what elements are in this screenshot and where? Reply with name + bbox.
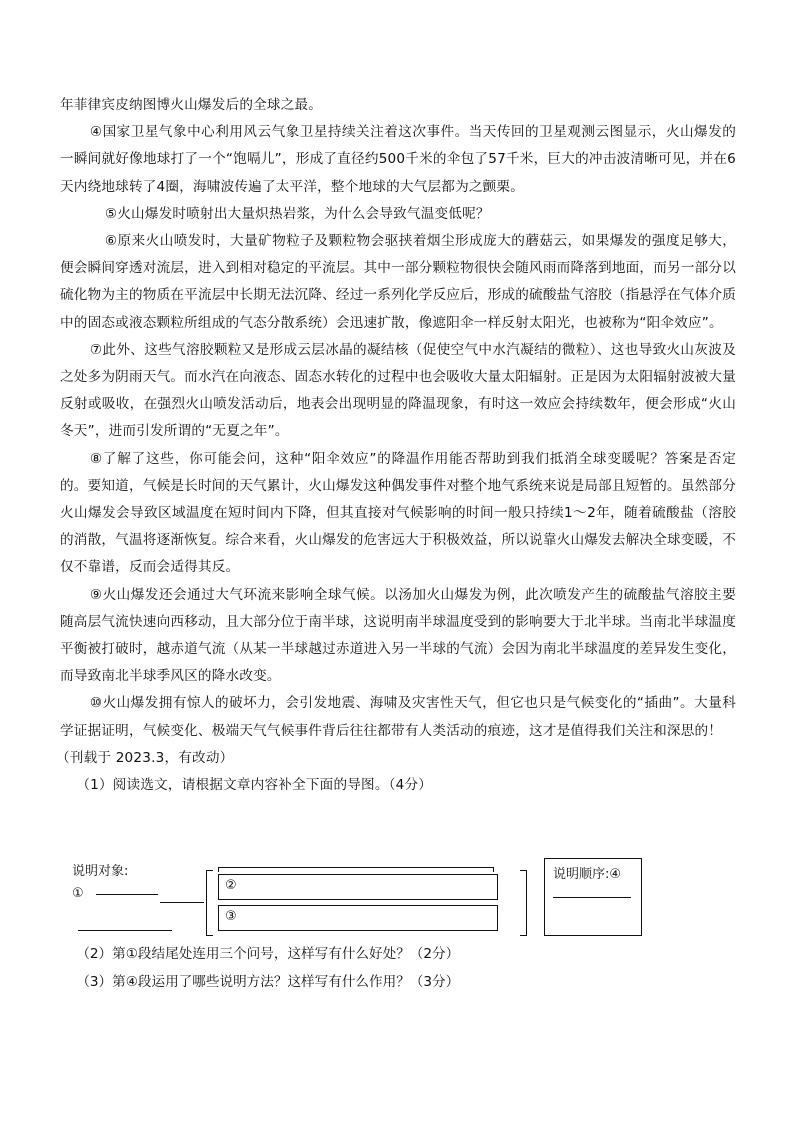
paragraph-intro-tail: 年菲律宾皮纳图博火山爆发后的全球之最。 (60, 97, 323, 113)
question-3: （3）第④段运用了哪些说明方法？这样写有什么作用？（3分） (76, 974, 460, 990)
box-top-edge (218, 867, 494, 872)
slot-1-marker: ① (72, 886, 84, 901)
mind-map-diagram (66, 858, 646, 938)
paragraph-7: ⑦此外、这些气溶胶颗粒又是形成云层冰晶的凝结核（促使空气中水汽凝结的微粒）、这也导致火山灰波及之处多为阴雨天气。而水汽在向液态、固态水转化的过程中也会吸收大量太阳辐射。正是因为太阳辐射波被大量反射或吸收，在强烈火山喷发活动后，地表会出现明显的降温现象，有时这一效应会持续数年，便会形成“火山冬天”，进而引发所谓的“无夏之年”。 (60, 341, 736, 440)
order-label: 说明顺序:④ (553, 867, 622, 882)
paragraph-4: ④国家卫星气象中心利用风云气象卫星持续关注着这次事件。当天传回的卫星观测云图显示，火山爆发的一瞬间就好像地球打了一个“饱嗝儿”，形成了直径约500千米的伞包了57千米，巨大的冲击波清晰可见，并在6天内绕地球转了4圈，海啸波传遍了太平洋，整个地球的大气层都为之颤栗。 (60, 124, 736, 195)
paragraph-9: ⑨火山爆发还会通过大气环流来影响全球气候。以汤加火山爆发为例，此次喷发产生的硫酸盐气溶胶主要随高层气流快速向西移动，且大部分位于南半球，这说明南半球温度受到的影响要大于北半球。当南北半球温度平衡被打破时，越赤道气流（从某一半球越过赤道进入另一半球的气流）会因为南北半球温度的差异发生变化，而导致南北半球季风区的降水改变。 (60, 586, 736, 685)
slot-3-marker: ③ (225, 909, 237, 924)
slot-2-box[interactable] (218, 874, 498, 900)
paragraph-8: ⑧了解了这些，你可能会问，这种“阳伞效应”的降温作用能否帮助到我们抵消全球变暖呢？答案是否定的。要知道，气候是长时间的天气累计，火山爆发这种偶发事件对整个地气系统来说是局部且短暂的。虽然部分火山爆发会导致区域温度在短时间内下降，但其直接对气候影响的时间一般只持续1～2年，随着硫酸盐（溶胶的消散，气温将逐渐恢复。综合来看，火山爆发的危害远大于积极效益，所以说靠火山爆发去解决全球变暖，不仅不靠谱，反而会适得其反。 (60, 450, 736, 576)
left-bracket (206, 870, 213, 936)
connector-line (160, 902, 204, 903)
paragraph-6: ⑥原来火山喷发时，大量矿物粒子及颗粒物会驱挟着烟尘形成庞大的蘑菇云，如果爆发的强度足够大，便会瞬间穿透对流层，进入到相对稳定的平流层。其中一部分颗粒物很快会随风雨而降落到地面，而另一部分以硫化物为主的物质在平流层中长期无法沉降、经过一系列化学反应后，形成的硫酸盐气溶胶（指悬浮在气体介质中的固态或液态颗粒所组成的气态分散系统）会迅速扩散，像遮阳伞一样反射太阳光，也被称为“阳伞效应”。 (60, 233, 736, 331)
article-body (56, 92, 736, 799)
slot-2-marker: ② (225, 878, 237, 893)
source-note: （刊载于 2023.3，有改动） (56, 749, 234, 766)
right-bracket (520, 870, 527, 936)
slot-3-box[interactable] (218, 905, 498, 931)
order-box (544, 858, 642, 936)
paragraph-10: ⑩火山爆发拥有惊人的破坏力，会引发地震、海啸及灾害性天气，但它也只是气候变化的“插曲”。大量科学证据证明，气候变化、极端天气气候事件背后往往都带有人类活动的痕迹，这才是值得我们关注和深思的！ (60, 695, 736, 739)
slot-1-blank[interactable] (96, 894, 158, 895)
paragraph-5: ⑤火山爆发时喷射出大量炽热岩浆，为什么会导致气温变低呢？ (104, 205, 490, 222)
questions-section (60, 940, 736, 996)
slot-1-blank-line2[interactable] (78, 930, 172, 931)
question-2: （2）第①段结尾处连用三个问号，这样写有什么好处？（2分） (76, 946, 460, 962)
slot-4-blank[interactable] (553, 897, 631, 898)
question-1: （1）阅读选文，请根据文章内容补全下面的导图。（4分） (76, 777, 433, 794)
object-label: 说明对象: (72, 864, 129, 879)
